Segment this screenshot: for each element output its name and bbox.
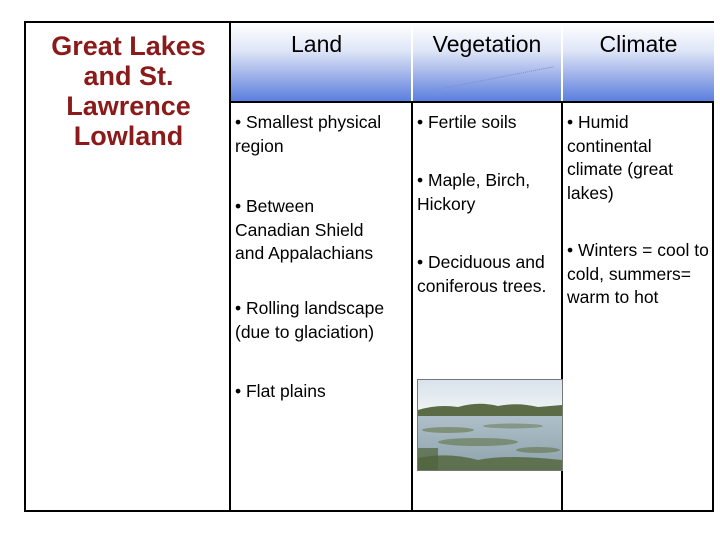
land-item-3: • Rolling landscape (due to glaciation) <box>235 298 385 342</box>
region-table <box>24 21 714 512</box>
land-item-1: • Smallest physical region <box>235 112 382 156</box>
land-item-4: • Flat plains <box>235 381 326 401</box>
divider-2 <box>411 101 413 510</box>
region-title: Great Lakes and St. Lawrence Lowland <box>51 31 206 151</box>
climate-item-2: • Winters = cool to cold, summers= warm to hot <box>567 240 709 307</box>
header-divider <box>231 101 712 103</box>
land-item-2: • Between Canadian Shield and Appalachians <box>235 196 374 263</box>
lake-photo-svg <box>418 380 562 470</box>
vegetation-item-2: • Maple, Birch, Hickory <box>417 170 531 214</box>
vegetation-item-1: • Fertile soils <box>417 112 517 132</box>
vegetation-item-3: • Deciduous and coniferous trees. <box>417 252 547 296</box>
column-header-climate: Climate <box>599 31 678 57</box>
column-header-vegetation: Vegetation <box>432 31 542 57</box>
climate-item-1: • Humid continental climate (great lakes) <box>567 112 674 203</box>
column-header-land: Land <box>291 31 343 57</box>
lake-wetland-photo <box>417 379 563 471</box>
